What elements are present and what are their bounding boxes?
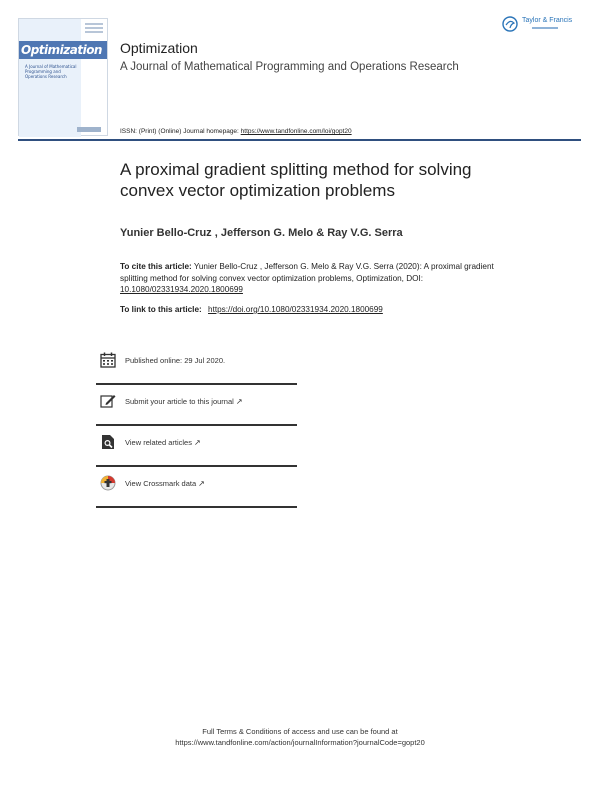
journal-name: Optimization [120,40,198,56]
published-online-text: Published online: 29 Jul 2020. [125,356,226,365]
row-divider [96,506,297,508]
edit-icon [100,393,116,409]
crossmark-row[interactable] [96,467,296,507]
related-articles-row[interactable] [96,426,296,466]
link-label: To link to this article: [120,305,202,314]
related-articles-link[interactable]: View related articles ↗ [125,438,201,447]
published-online-row [96,344,296,384]
cover-subtitle-line: A Journal of Mathematical [25,64,77,69]
footer [0,726,600,748]
submit-article-link[interactable]: Submit your article to this journal ↗ [125,397,243,406]
calendar-icon [100,352,116,368]
journal-homepage-link[interactable]: https://www.tandfonline.com/loi/gopt20 [240,128,352,135]
publisher-name: Taylor & Francis [522,17,573,24]
citation-text: Yunier Bello-Cruz , Jefferson G. Melo & Ray V.G. Serra (2020): A proximal gradient splitting method for solving convex vector optimization problems, Optimization, DOI: [120,262,494,283]
article-authors: Yunier Bello-Cruz , Jefferson G. Melo & Ray V.G. Serra [120,227,403,239]
footer-terms-link[interactable]: https://www.tandfonline.com/action/journalInformation?journalCode=gopt20 [175,738,425,747]
external-link-icon: ↗ [198,479,205,488]
issn-prefix: ISSN: (Print) (Online) Journal homepage: [120,128,239,135]
citation-label: To cite this article: [120,262,192,271]
citation-block [120,261,500,296]
article-title: A proximal gradient splitting method for solving convex vector optimization problems [120,160,472,200]
cover-title: Optimization [21,43,102,57]
related-articles-icon [100,434,116,450]
cover-subtitle-line: Operations Research [25,74,67,79]
publisher-globe-icon [502,16,518,32]
external-link-icon: ↗ [235,397,243,406]
external-link-icon: ↗ [193,438,201,447]
crossmark-link[interactable]: View Crossmark data ↗ [125,479,205,488]
journal-subtitle: A Journal of Mathematical Programming and Operations Research [120,61,459,73]
article-link-line [120,305,383,314]
journal-cover-thumbnail [18,18,108,136]
publisher-logo[interactable] [502,16,582,36]
footer-line: Full Terms & Conditions of access and use can be found at [202,727,398,736]
header-divider [18,139,581,141]
issn-line [120,128,352,135]
citation-doi-link[interactable]: 10.1080/02331934.2020.1800699 [120,285,243,294]
article-doi-url-link[interactable]: https://doi.org/10.1080/02331934.2020.1800699 [208,305,383,314]
submit-article-row[interactable] [96,385,296,425]
crossmark-icon [100,475,116,491]
cover-subtitle-line: Programming and [25,69,61,74]
